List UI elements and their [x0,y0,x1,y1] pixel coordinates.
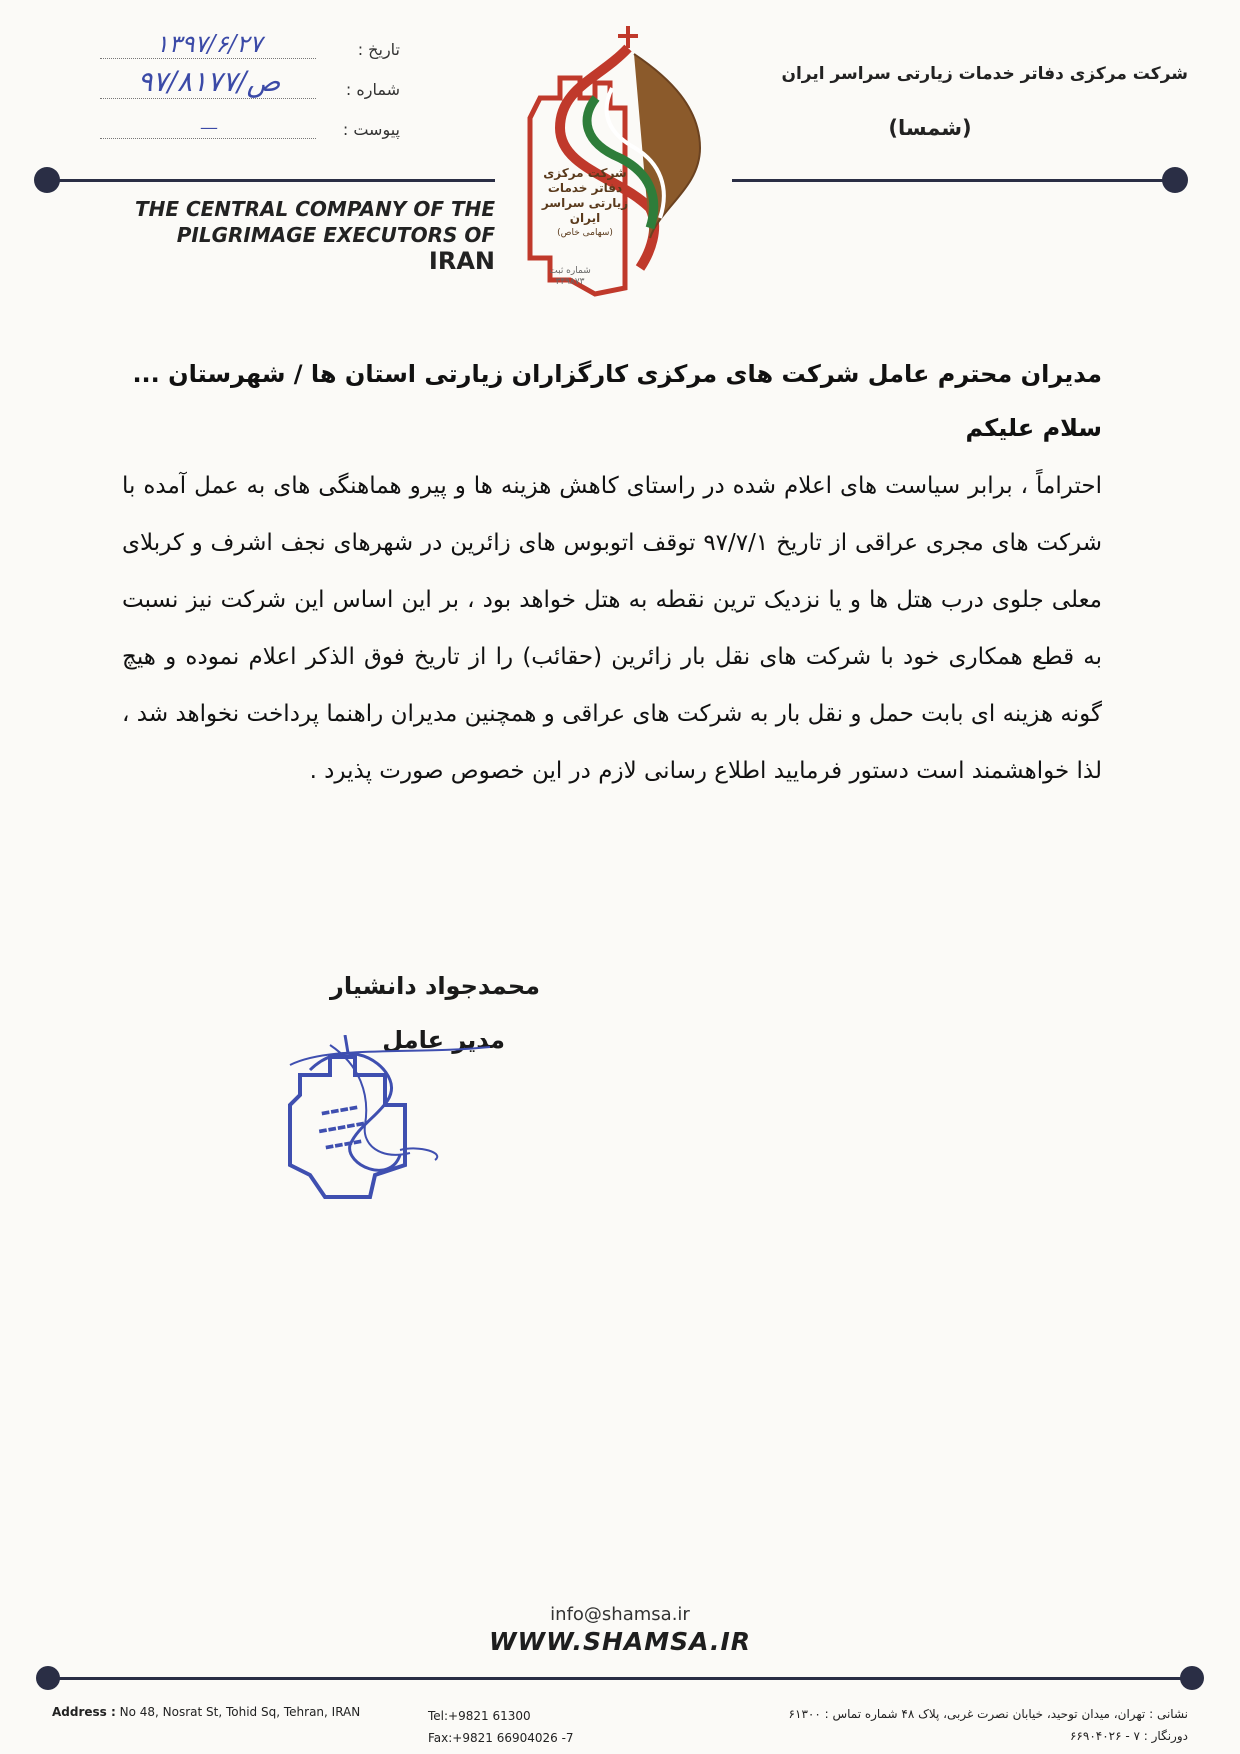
number-value: ۹۷/۸۱۷۷/ص [137,65,281,98]
attachment-value: — [200,117,218,138]
number-line [100,98,316,99]
header-rule-right [732,179,1177,182]
date-row [60,30,400,66]
svg-text:▬▬▬▬▬: ▬▬▬▬▬ [317,1118,366,1138]
letter-body: احتراماً ، برابر سیاست های اعلام شده در راستای کاهش هزینه ها و پیرو هماهنگی های به عمل آمده با شرکت های مجری عراقی از تاریخ ۹۷/۷/۱ توقف اتوبوس های زائرین در شهرهای نجف اشرف و کربلای معلی جلوی درب هتل ها و یا نزدیک ترین نقطه به هتل خواهد بود ، بر این اساس این شرکت نیز نسبت به قطع همکاری خود با شرکت های نقل بار زائرین (حقائب) را از تاریخ فوق الذکر اعلام نموده و هیچ گونه هزینه ای بابت حمل و نقل بار به شرکت های عراقی و همچنین مدیران راهنما پرداخت نخواهد شد ، لذا خواهشمند است دستور فرمایید اطلاع رسانی لازم در این خصوص صورت پذیرد . [122,473,1103,784]
attachment-label: پیوست : [342,120,400,139]
letter-greeting: سلام علیکم [965,414,1102,442]
company-logo [500,18,720,308]
logo-line-2: دفاتر خدمات [547,181,623,195]
date-line [100,58,316,59]
logo-line-1: شرکت مرکزی [543,166,627,180]
footer-rule [48,1677,1188,1680]
logo-line-3: زیارتی سراسر [541,196,629,210]
footer-fax: Fax:+9821 66904026 -7 [428,1731,574,1745]
footer-address-fa [628,1703,1188,1747]
number-label: شماره : [345,80,400,99]
logo-reg-number: ۳۴۹۸۷۳ [555,277,585,287]
attachment-line [100,138,316,139]
footer-address-label: Address : [52,1705,116,1719]
company-name-en-prefix: PILGRIMAGE EXECUTORS OF [176,223,495,247]
signer-title: مدیر عامل [382,1026,505,1054]
footer-website[interactable]: WWW.SHAMSA.IR [488,1627,752,1656]
footer-email[interactable]: info@shamsa.ir [550,1604,690,1625]
company-name-fa: شرکت مرکزی دفاتر خدمات زیارتی سراسر ایران [781,64,1188,84]
header-rule-left [48,179,495,182]
signer-name: محمدجواد دانشیار [330,972,540,1000]
company-name-en [115,196,495,275]
company-name-en-country: IRAN [428,247,495,275]
footer-rule-dot-right [1180,1666,1204,1690]
attachment-row [60,116,400,146]
signature-stamp [270,1035,520,1210]
logo-line-5: (سهامی خاص) [557,228,613,238]
footer-tel: Tel:+9821 61300 [428,1709,531,1723]
footer-fax-fa: دورنگار : ۷ - ۶۶۹۰۴۰۲۶ [1069,1729,1188,1743]
date-label: تاریخ : [357,40,400,59]
footer-address-en [52,1705,412,1719]
header-rule-dot-right [1162,167,1188,193]
logo-line-4: ایران [569,211,601,225]
number-row [60,65,400,106]
logo-emblem-icon [500,18,720,308]
date-value: ۱۳۹۷/۶/۲۷ [155,30,263,58]
stamp-icon [270,1035,520,1210]
logo-reg-label: شماره ثبت [549,266,591,276]
svg-text:▬▬▬▬: ▬▬▬▬ [323,1135,364,1154]
logo-caption [530,166,640,241]
footer-phone-en [428,1705,628,1749]
footer-address-text: No 48, Nosrat St, Tohid Sq, Tehran, IRAN [119,1705,361,1719]
company-name-en-line2 [115,222,495,275]
footer-address-fa-line: نشانی : تهران، میدان توحید، خیابان نصرت غربی، پلاک ۴۸ شماره تماس : ۶۱۳۰۰ [788,1707,1188,1721]
svg-text:▬▬▬▬: ▬▬▬▬ [319,1101,360,1120]
company-abbr: (شمسا) [888,116,972,140]
letter-addressee: مدیران محترم عامل شرکت های مرکزی کارگزاران زیارتی استان ها / شهرستان ... [132,360,1102,388]
logo-reg [535,266,605,288]
company-name-en-line1: THE CENTRAL COMPANY OF THE [134,197,495,221]
